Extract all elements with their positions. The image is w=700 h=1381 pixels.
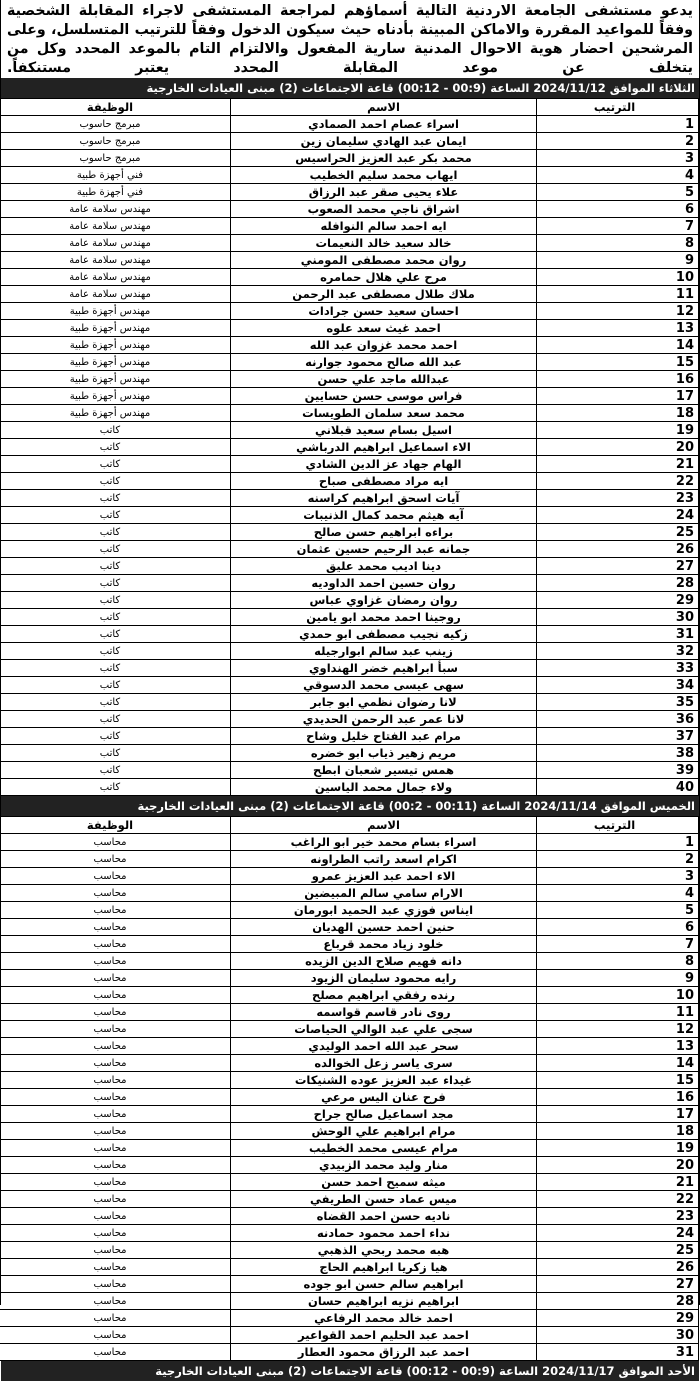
job-cell: كاتب [0,626,231,643]
name-cell: آيات اسحق ابراهيم كراسنه [231,490,537,507]
order-cell: 13 [537,1038,699,1055]
job-cell: مهندس سلامة عامة [0,201,231,218]
table-row [0,218,699,235]
job-cell: محاسب [0,1157,231,1174]
order-cell: 11 [537,286,699,303]
name-cell: سجى علي عبد الوالي الحياصات [231,1021,537,1038]
table-row [0,1225,699,1242]
order-cell: 3 [537,868,699,885]
name-cell: مجد اسماعيل صالح جراح [231,1106,537,1123]
name-cell: براءه ابراهيم حسن صالح [231,524,537,541]
name-cell: مرام عبد الفتاح خليل وشاح [231,728,537,745]
order-cell: 30 [537,609,699,626]
job-cell: مبرمج حاسوب [0,116,231,133]
table-row [0,252,699,269]
name-cell: ناديه حسن احمد القضاه [231,1208,537,1225]
job-cell: مهندس سلامة عامة [0,286,231,303]
table-row [0,660,699,677]
table-row [0,473,699,490]
order-cell: 13 [537,320,699,337]
table-row [0,779,699,796]
name-cell: همس تيسير شعبان ابطح [231,762,537,779]
table-row [0,936,699,953]
order-cell: 5 [537,902,699,919]
table-row [0,1140,699,1157]
name-cell: اكرام اسعد راتب الطراونه [231,851,537,868]
table-row [0,405,699,422]
order-cell: 27 [537,1276,699,1293]
job-cell: كاتب [0,745,231,762]
order-cell: 26 [537,541,699,558]
order-cell: 22 [537,473,699,490]
job-cell: محاسب [0,1191,231,1208]
table-row [0,694,699,711]
table-row [0,762,699,779]
job-cell: محاسب [0,1038,231,1055]
order-cell: 11 [537,1004,699,1021]
table-row [0,558,699,575]
name-cell: مرح علي هلال حمامره [231,269,537,286]
name-cell: ايناس فوزي عبد الحميد ابورمان [231,902,537,919]
job-cell: مهندس سلامة عامة [0,252,231,269]
name-cell: روان محمد مصطفى المومني [231,252,537,269]
job-cell: مهندس أجهزة طبية [0,405,231,422]
job-cell: محاسب [0,1106,231,1123]
order-cell: 15 [537,1072,699,1089]
table-row [0,643,699,660]
order-cell: 16 [537,371,699,388]
name-cell: عبد الله صالح محمود جوارنه [231,354,537,371]
name-cell: الاء اسماعيل ابراهيم الدرباشي [231,439,537,456]
name-cell: ملاك طلال مصطفى عبد الرحمن [231,286,537,303]
job-cell: محاسب [0,1276,231,1293]
order-cell: 4 [537,167,699,184]
order-cell: 23 [537,490,699,507]
name-cell: زكيه نجيب مصطفى ابو حمدي [231,626,537,643]
name-cell: منار وليد محمد الزبيدي [231,1157,537,1174]
job-cell: كاتب [0,541,231,558]
order-cell: 9 [537,970,699,987]
table-row [0,711,699,728]
order-cell: 24 [537,1225,699,1242]
job-cell: فني أجهزة طبية [0,167,231,184]
order-cell: 12 [537,1021,699,1038]
job-cell: محاسب [0,1140,231,1157]
name-cell: ابراهيم نزيه ابراهيم حسان [231,1293,537,1310]
order-cell: 37 [537,728,699,745]
name-cell: ابراهيم سالم حسن ابو جوده [231,1276,537,1293]
order-cell: 6 [537,919,699,936]
job-cell: محاسب [0,1344,231,1361]
table-row [0,728,699,745]
name-cell: هبه محمد ربحي الذهبي [231,1242,537,1259]
job-cell: مهندس أجهزة طبية [0,303,231,320]
order-cell: 32 [537,643,699,660]
order-cell: 29 [537,1310,699,1327]
table-row [0,745,699,762]
name-cell: لانا رضوان نظمي ابو جابر [231,694,537,711]
name-cell: حنين احمد حسين الهديان [231,919,537,936]
table-row [0,1344,699,1361]
job-cell: محاسب [0,987,231,1004]
job-cell: مبرمج حاسوب [0,150,231,167]
job-cell: كاتب [0,507,231,524]
job-cell: كاتب [0,643,231,660]
job-cell: كاتب [0,490,231,507]
section-header-tuesday: الثلاثاء الموافق 2024/11/12 الساعة (00:9 - 00:12) قاعة الاجتماعات (2) مبنى العيادات الخارجية [1,78,699,98]
name-cell: آيه هيثم محمد كمال الذنيبات [231,507,537,524]
name-cell: دانه فهيم صلاح الدين الزيده [231,953,537,970]
job-cell: محاسب [0,885,231,902]
table-row [0,834,699,851]
order-cell: 28 [537,1293,699,1310]
table-row [0,987,699,1004]
order-cell: 2 [537,851,699,868]
job-cell: مهندس أجهزة طبية [0,354,231,371]
job-cell: مهندس أجهزة طبية [0,337,231,354]
table-row [0,456,699,473]
job-cell: محاسب [0,1225,231,1242]
order-cell: 31 [537,626,699,643]
job-cell: كاتب [0,473,231,490]
job-cell: محاسب [0,1123,231,1140]
table-row [0,1157,699,1174]
order-cell: 14 [537,1055,699,1072]
table-row [0,320,699,337]
order-cell: 7 [537,936,699,953]
job-cell: مهندس أجهزة طبية [0,371,231,388]
table-row [0,116,699,133]
table-row [0,575,699,592]
column-header-order: الترتيب [537,817,699,834]
name-cell: ميس عماد حسن الطريفي [231,1191,537,1208]
name-cell: فرح عنان اليس مرعي [231,1089,537,1106]
order-cell: 4 [537,885,699,902]
job-cell: مهندس أجهزة طبية [0,320,231,337]
section-header-thursday: الخميس الموافق 2024/11/14 الساعة (00:11 - 00:2) قاعة الاجتماعات (2) مبنى العيادات الخارجية [1,796,699,816]
table-row [0,1021,699,1038]
order-cell: 25 [537,1242,699,1259]
table-header-row [0,99,699,116]
job-cell: كاتب [0,575,231,592]
job-cell: محاسب [0,902,231,919]
order-cell: 15 [537,354,699,371]
name-cell: لانا عمر عبد الرحمن الحديدي [231,711,537,728]
name-cell: ايمان عبد الهادي سليمان زين [231,133,537,150]
table-row [0,1259,699,1276]
table-row [0,354,699,371]
table-row [0,1004,699,1021]
job-cell: محاسب [0,1174,231,1191]
table-row [0,286,699,303]
name-cell: زينب عبد سالم ابوارجيله [231,643,537,660]
name-cell: هيا زكريا ابراهيم الحاج [231,1259,537,1276]
job-cell: مهندس سلامة عامة [0,269,231,286]
name-cell: سبأ ابراهيم خضر الهنداوي [231,660,537,677]
name-cell: روان رمضان غزاوي عباس [231,592,537,609]
name-cell: خالد سعيد خالد النعيمات [231,235,537,252]
table-row [0,1106,699,1123]
job-cell: محاسب [0,1055,231,1072]
job-cell: كاتب [0,677,231,694]
table-row [0,422,699,439]
order-cell: 2 [537,133,699,150]
job-cell: كاتب [0,422,231,439]
table-row [0,1174,699,1191]
name-cell: جمانه عبد الرحيم حسين عثمان [231,541,537,558]
job-cell: مهندس سلامة عامة [0,218,231,235]
name-cell: ايه مراد مصطفى صباح [231,473,537,490]
order-cell: 36 [537,711,699,728]
order-cell: 17 [537,388,699,405]
table-row [0,337,699,354]
name-cell: مرام ابراهيم علي الوحش [231,1123,537,1140]
order-cell: 6 [537,201,699,218]
job-cell: محاسب [0,936,231,953]
job-cell: كاتب [0,456,231,473]
column-header-job: الوظيفة [0,817,231,834]
name-cell: فراس موسى حسن حسايين [231,388,537,405]
table-row [0,490,699,507]
table-row [0,1208,699,1225]
job-cell: كاتب [0,711,231,728]
job-cell: مهندس أجهزة طبية [0,388,231,405]
name-cell: سحر عبد الله احمد الوليدي [231,1038,537,1055]
table-row [0,133,699,150]
table-row [0,269,699,286]
name-cell: عبدالله ماجد علي حسن [231,371,537,388]
table-row [0,439,699,456]
job-cell: كاتب [0,728,231,745]
name-cell: محمد بكر عبد العزيز الحراسيس [231,150,537,167]
table-row [0,507,699,524]
order-cell: 25 [537,524,699,541]
table-row [0,885,699,902]
order-cell: 34 [537,677,699,694]
job-cell: مبرمج حاسوب [0,133,231,150]
table-row [0,970,699,987]
job-cell: كاتب [0,694,231,711]
table-row [0,1123,699,1140]
name-cell: احمد خالد محمد الرفاعي [231,1310,537,1327]
job-cell: محاسب [0,1072,231,1089]
job-cell: محاسب [0,953,231,970]
name-cell: احمد محمد غزوان عبد الله [231,337,537,354]
name-cell: روان حسين احمد الداوديه [231,575,537,592]
name-cell: الاء احمد عبد العزيز عمرو [231,868,537,885]
order-cell: 30 [537,1327,699,1344]
order-cell: 3 [537,150,699,167]
order-cell: 8 [537,235,699,252]
name-cell: ايه احمد سالم النوافله [231,218,537,235]
order-cell: 20 [537,1157,699,1174]
table-row [0,868,699,885]
table-row [0,919,699,936]
job-cell: محاسب [0,1208,231,1225]
table-row [0,1242,699,1259]
job-cell: محاسب [0,919,231,936]
table-row [0,1327,699,1344]
name-cell: مرام عيسى محمد الخطيب [231,1140,537,1157]
order-cell: 9 [537,252,699,269]
order-cell: 5 [537,184,699,201]
order-cell: 8 [537,953,699,970]
job-cell: محاسب [0,1004,231,1021]
name-cell: اسيل بسام سعيد قبلاني [231,422,537,439]
name-cell: احمد عبد الرزاق محمود العطار [231,1344,537,1361]
job-cell: محاسب [0,970,231,987]
table-row [0,902,699,919]
name-cell: مريم زهير ذياب ابو خضره [231,745,537,762]
job-cell: كاتب [0,762,231,779]
order-cell: 20 [537,439,699,456]
order-cell: 23 [537,1208,699,1225]
name-cell: احسان سعيد حسن جرادات [231,303,537,320]
job-cell: كاتب [0,524,231,541]
name-cell: خلود زياد محمد قرباع [231,936,537,953]
table-row [0,371,699,388]
table-row [0,235,699,252]
column-header-name: الاسم [231,817,537,834]
job-cell: كاتب [0,609,231,626]
order-cell: 28 [537,575,699,592]
table-row [0,150,699,167]
table-row [0,592,699,609]
name-cell: احمد عبد الحليم احمد القواعير [231,1327,537,1344]
order-cell: 38 [537,745,699,762]
name-cell: اسراء بسام محمد خير ابو الراغب [231,834,537,851]
name-cell: الهام جهاد عز الدين الشادي [231,456,537,473]
table-row [0,524,699,541]
table-row [0,1310,699,1327]
column-header-name: الاسم [231,99,537,116]
table-row [0,609,699,626]
order-cell: 21 [537,1174,699,1191]
table-row [0,1089,699,1106]
schedule-table-tuesday [0,98,699,796]
job-cell: مهندس سلامة عامة [0,235,231,252]
job-cell: كاتب [0,558,231,575]
name-cell: احمد غيث سعد علوه [231,320,537,337]
name-cell: ميثه سميح احمد حسن [231,1174,537,1191]
order-cell: 27 [537,558,699,575]
order-cell: 31 [537,1344,699,1361]
job-cell: محاسب [0,1310,231,1327]
order-cell: 21 [537,456,699,473]
name-cell: روجينا احمد محمد ابو يامين [231,609,537,626]
job-cell: محاسب [0,868,231,885]
job-cell: محاسب [0,1089,231,1106]
order-cell: 14 [537,337,699,354]
order-cell: 18 [537,405,699,422]
table-row [0,1055,699,1072]
job-cell: محاسب [0,1021,231,1038]
name-cell: رنده رفقي ابراهيم مصلح [231,987,537,1004]
order-cell: 19 [537,1140,699,1157]
table-row [0,541,699,558]
name-cell: ايهاب محمد سليم الخطيب [231,167,537,184]
name-cell: غيداء عبد العزيز عوده الشنيكات [231,1072,537,1089]
name-cell: دينا اديب محمد عليق [231,558,537,575]
name-cell: اسراء عصام احمد الصمادي [231,116,537,133]
name-cell: رايه محمود سليمان الزيود [231,970,537,987]
job-cell: كاتب [0,592,231,609]
table-header-row [0,817,699,834]
job-cell: كاتب [0,779,231,796]
job-cell: محاسب [0,1242,231,1259]
intro-paragraph: يدعو مستشفى الجامعة الاردنية التالية أسماؤهم لمراجعة المستشفى لاجراء المقابلة الشخصية وفقاً للمواعيد المقررة والاماكن المبينة بأدناه حيث سيكون الدخول وفقاً للترتيب المتسلسل، وعلى المرشحين احضار هوية الاحوال المدنية سارية المفعول والالتزام التام بالموعد المحدد وكل من يتخلف عن موعد المقابلة المحدد يعتبر مستنكفاً. [7,3,693,76]
order-cell: 33 [537,660,699,677]
order-cell: 16 [537,1089,699,1106]
table-row [0,677,699,694]
order-cell: 17 [537,1106,699,1123]
name-cell: روى نادر قاسم قواسمه [231,1004,537,1021]
job-cell: كاتب [0,439,231,456]
table-row [0,626,699,643]
schedule-table-thursday [0,816,699,1361]
job-cell: فني أجهزة طبية [0,184,231,201]
name-cell: سهى عيسى محمد الدسوقي [231,677,537,694]
order-cell: 35 [537,694,699,711]
name-cell: ولاء جمال محمد الياسين [231,779,537,796]
order-cell: 22 [537,1191,699,1208]
table-row [0,1191,699,1208]
job-cell: محاسب [0,1293,231,1310]
order-cell: 7 [537,218,699,235]
order-cell: 10 [537,987,699,1004]
order-cell: 26 [537,1259,699,1276]
order-cell: 1 [537,116,699,133]
name-cell: اشراق ناجي محمد الصعوب [231,201,537,218]
job-cell: محاسب [0,851,231,868]
job-cell: كاتب [0,660,231,677]
table-row [0,388,699,405]
name-cell: سرى ياسر زعل الخوالده [231,1055,537,1072]
job-cell: محاسب [0,1259,231,1276]
column-header-job: الوظيفة [0,99,231,116]
name-cell: علاء يحيى صقر عبد الرزاق [231,184,537,201]
order-cell: 40 [537,779,699,796]
table-row [0,1276,699,1293]
job-cell: محاسب [0,834,231,851]
order-cell: 10 [537,269,699,286]
table-row [0,201,699,218]
table-row [0,184,699,201]
table-row [0,953,699,970]
order-cell: 1 [537,834,699,851]
section-header-sunday: الأحد الموافق 2024/11/17 الساعة (00:9 - 00:12) قاعة الاجتماعات (2) مبنى العيادات الخارجية [1,1361,699,1381]
name-cell: نداء احمد محمود حمادنه [231,1225,537,1242]
table-row [0,167,699,184]
order-cell: 19 [537,422,699,439]
job-cell: محاسب [0,1327,231,1344]
table-row [0,1072,699,1089]
name-cell: محمد سعد سلمان الطويسات [231,405,537,422]
order-cell: 24 [537,507,699,524]
table-row [0,1293,699,1310]
column-header-order: الترتيب [537,99,699,116]
order-cell: 39 [537,762,699,779]
order-cell: 12 [537,303,699,320]
table-row [0,851,699,868]
order-cell: 29 [537,592,699,609]
table-row [0,303,699,320]
order-cell: 18 [537,1123,699,1140]
table-row [0,1038,699,1055]
name-cell: الارام سامي سالم المبيضين [231,885,537,902]
